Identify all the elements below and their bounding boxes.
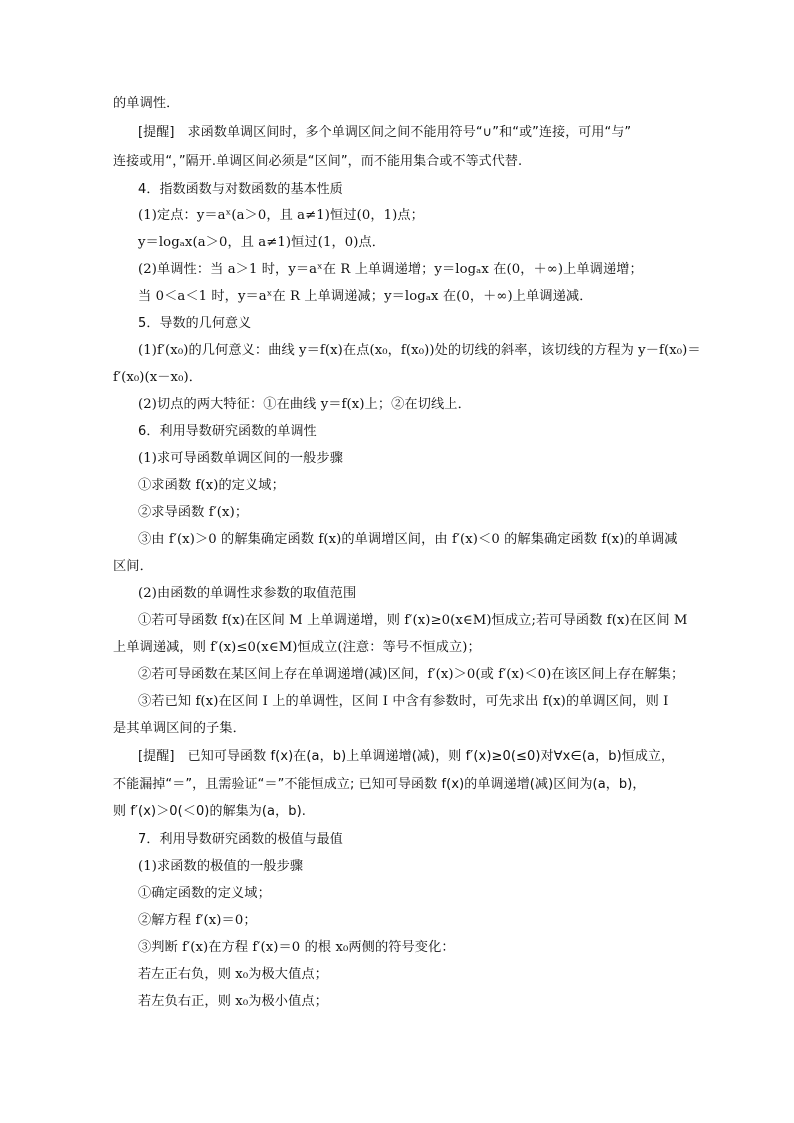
text-line: ①确定函数的定义域；	[138, 886, 271, 901]
text-line: (2)切点的两大特征：①在曲线 y＝f(x)上；②在切线上．	[138, 397, 471, 412]
text-line: ②求导函数 f′(x)；	[138, 505, 249, 520]
text-line: 若左正右负，则 x₀为极大值点；	[138, 967, 328, 982]
text-line: (1)定点：y＝aˣ(a＞0，且 a≠1)恒过(0，1)点；	[138, 208, 424, 223]
text-line: (1)求可导函数单调区间的一般步骤	[138, 451, 344, 466]
text-line: (1)求函数的极值的一般步骤	[138, 859, 304, 874]
text-line: [提醒] 求函数单调区间时，多个单调区间之间不能用符号“∪”和“或”连接，可用“与”	[138, 125, 632, 140]
text-line: f′(x₀)(x－x₀)．	[113, 370, 203, 385]
text-line: ③判断 f′(x)在方程 f′(x)＝0 的根 x₀两侧的符号变化：	[138, 940, 455, 955]
text-line: (2)单调性：当 a＞1 时，y＝aˣ在 R 上单调递增；y＝logₐx 在(0，＋∞)上单调递增；	[138, 262, 643, 277]
section-heading: 5．导数的几何意义	[138, 316, 252, 331]
section-heading: 7．利用导数研究函数的极值与最值	[138, 832, 343, 847]
text-line: 区间．	[113, 559, 153, 574]
text-line: 上单调递减，则 f′(x)≤0(x∈M)恒成立(注意：等号不恒成立)；	[113, 640, 481, 655]
text-line: 是其单调区间的子集．	[113, 721, 246, 736]
text-line: (2)由函数的单调性求参数的取值范围	[138, 586, 357, 601]
text-line: [提醒] 已知可导函数 f(x)在(a，b)上单调递增(减)，则 f′(x)≥0(≤0)对∀x∈(a，b)恒成立，	[138, 749, 675, 764]
text-line: 当 0＜a＜1 时，y＝aˣ在 R 上单调递减；y＝logₐx 在(0，＋∞)上单调递减．	[138, 289, 593, 304]
section-heading: 4．指数函数与对数函数的基本性质	[138, 182, 343, 197]
text-line: ②解方程 f′(x)＝0；	[138, 913, 257, 928]
text-line: 若左负右正，则 x₀为极小值点；	[138, 994, 328, 1009]
text-line: 则 f′(x)＞0(＜0)的解集为(a，b).	[113, 804, 306, 819]
text-line: ①若可导函数 f(x)在区间 M 上单调递增，则 f′(x)≥0(x∈M)恒成立;若可导函数 f(x)在区间 M	[138, 613, 688, 628]
text-line: ①求函数 f(x)的定义域；	[138, 478, 285, 493]
text-line: 连接或用“，”隔开.单调区间必须是“区间”，而不能用集合或不等式代替.	[113, 154, 523, 169]
text-line: ③若已知 f(x)在区间 I 上的单调性，区间 I 中含有参数时，可先求出 f(x)的单调区间，则 I	[138, 694, 669, 709]
text-line: y＝logₐx(a＞0，且 a≠1)恒过(1，0)点．	[138, 235, 386, 250]
text-line: 的单调性．	[113, 96, 180, 111]
text-line: (1)f′(x₀)的几何意义：曲线 y＝f(x)在点(x₀，f(x₀))处的切线的斜率，该切线的方程为 y－f(x₀)＝	[138, 343, 701, 358]
section-heading: 6．利用导数研究函数的单调性	[138, 424, 317, 439]
text-line: ②若可导函数在某区间上存在单调递增(减)区间，f′(x)＞0(或 f′(x)＜0)在该区间上存在解集；	[138, 667, 685, 682]
text-line: 不能漏掉“＝”，且需验证“＝”不能恒成立; 已知可导函数 f(x)的单调递增(减)区间为(a，b)，	[113, 777, 646, 792]
text-line: ③由 f′(x)＞0 的解集确定函数 f(x)的单调增区间，由 f′(x)＜0 的解集确定函数 f(x)的单调减	[138, 532, 678, 547]
